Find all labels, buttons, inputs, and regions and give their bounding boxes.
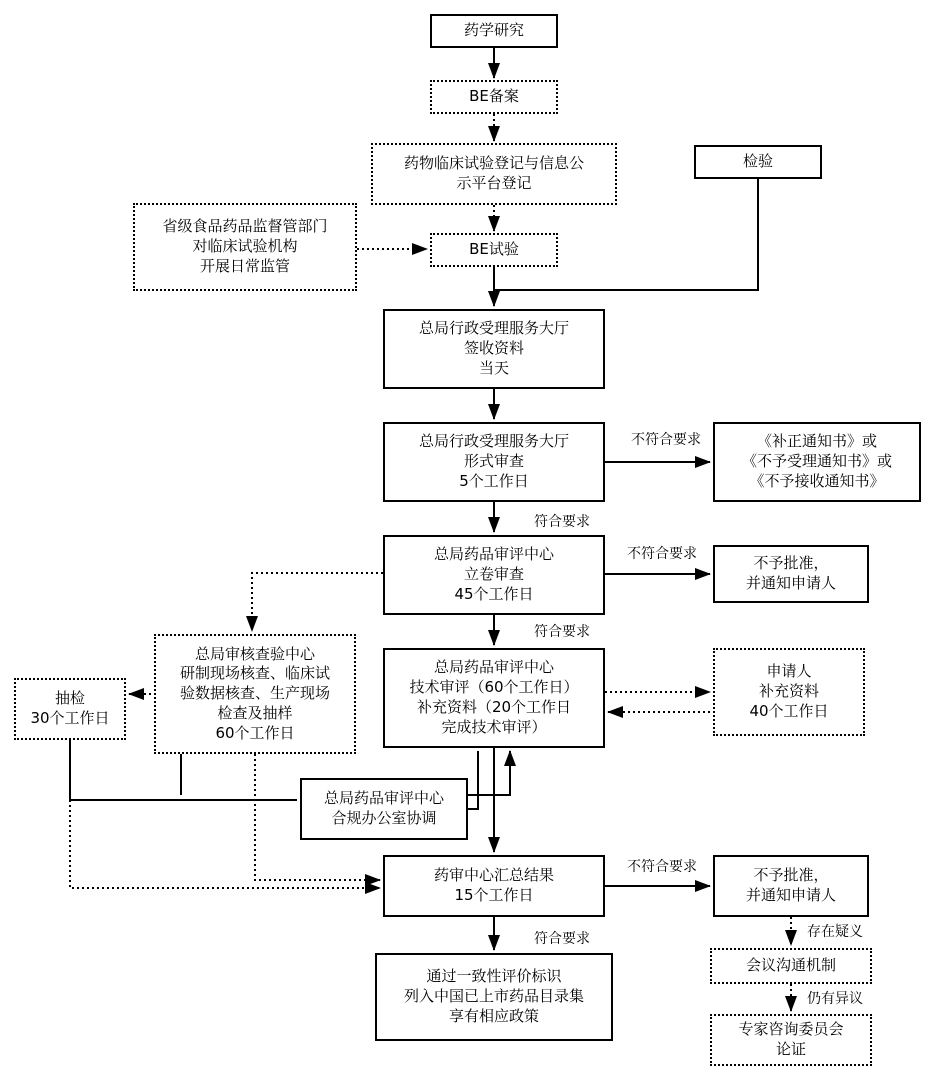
node-compliance-office xyxy=(300,778,468,840)
node-disapprove-2 xyxy=(713,855,869,917)
node-receive-materials-line: 签收资料 xyxy=(463,339,524,358)
edge-label-not-conform-2: 不符合要求 xyxy=(627,546,697,562)
node-onsite-inspection xyxy=(154,634,356,754)
node-applicant-supplement-line: 40个工作日 xyxy=(749,701,829,720)
edge-label-not-conform-3: 不符合要求 xyxy=(627,859,697,875)
node-pass-consistency-line: 列入中国已上市药品目录集 xyxy=(403,987,584,1006)
node-expert-committee xyxy=(710,1014,872,1066)
node-volume-review-line: 45个工作日 xyxy=(454,584,534,603)
edge-label-conform-3: 符合要求 xyxy=(534,931,590,947)
node-pharmaceutical-research-line: 药学研究 xyxy=(463,21,524,40)
node-disapprove-2-line: 并通知申请人 xyxy=(745,886,836,904)
node-random-inspection-line: 30个工作日 xyxy=(30,709,110,727)
node-technical-review-line: 补充资料（20个工作日 xyxy=(416,698,572,716)
node-onsite-inspection-line: 验数据核查、生产现场 xyxy=(179,684,330,703)
node-be-filing-line: BE备案 xyxy=(469,87,519,106)
node-technical-review-line: 总局药品审评中心 xyxy=(433,658,554,677)
node-pass-consistency-line: 享有相应政策 xyxy=(448,1006,539,1025)
node-provincial-supervision-line: 省级食品药品监督管部门 xyxy=(162,217,328,236)
node-technical-review xyxy=(383,648,605,748)
node-provincial-supervision xyxy=(133,203,357,291)
node-provincial-supervision-line: 开展日常监管 xyxy=(199,256,290,275)
node-notices-line: 《补正通知书》或 xyxy=(756,432,877,451)
node-receive-materials xyxy=(383,309,605,389)
node-onsite-inspection-line: 总局审核查验中心 xyxy=(194,644,315,663)
node-trial-registration-platform-line: 示平台登记 xyxy=(456,174,532,192)
node-onsite-inspection-line: 检查及抽样 xyxy=(217,703,293,722)
node-volume-review xyxy=(383,535,605,615)
edge-label-still-objection: 仍有异议 xyxy=(807,991,863,1007)
node-trial-registration-platform xyxy=(371,143,617,205)
node-pass-consistency xyxy=(375,953,613,1041)
node-disapprove-1 xyxy=(713,545,869,603)
node-disapprove-1-line: 不予批准， xyxy=(753,554,829,573)
node-be-trial xyxy=(430,233,558,267)
node-technical-review-line: 技术审评（60个工作日） xyxy=(409,678,579,697)
node-onsite-inspection-line: 60个工作日 xyxy=(215,723,295,742)
node-meeting-mechanism xyxy=(710,948,872,984)
node-provincial-supervision-line: 对临床试验机构 xyxy=(192,237,298,256)
node-inspection xyxy=(694,145,822,179)
node-summary-result xyxy=(383,855,605,917)
node-volume-review-line: 立卷审查 xyxy=(463,565,524,584)
node-compliance-office-line: 合规办公室协调 xyxy=(331,809,437,827)
node-expert-committee-line: 论证 xyxy=(775,1040,806,1058)
node-compliance-office-line: 总局药品审评中心 xyxy=(323,789,444,808)
edge-label-not-conform-1: 不符合要求 xyxy=(631,432,701,448)
node-notices-line: 《不予受理通知书》或 xyxy=(741,452,892,471)
node-receive-materials-line: 总局行政受理服务大厅 xyxy=(418,319,569,338)
node-receive-materials-line: 当天 xyxy=(478,358,509,377)
node-be-filing xyxy=(430,80,558,114)
node-pharmaceutical-research xyxy=(430,14,558,48)
edge-label-conform-2: 符合要求 xyxy=(534,624,590,640)
node-formal-review-line: 5个工作日 xyxy=(459,471,529,490)
node-random-inspection-line: 抽检 xyxy=(54,689,85,708)
node-notices xyxy=(713,422,921,502)
node-applicant-supplement xyxy=(713,648,865,736)
node-formal-review-line: 形式审查 xyxy=(463,452,524,471)
node-applicant-supplement-line: 申请人 xyxy=(766,662,812,681)
node-summary-result-line: 药审中心汇总结果 xyxy=(433,866,554,885)
node-be-trial-line: BE试验 xyxy=(469,240,519,259)
node-inspection-line: 检验 xyxy=(742,152,773,171)
node-random-inspection xyxy=(14,678,126,740)
node-formal-review xyxy=(383,422,605,502)
node-onsite-inspection-line: 研制现场核查、临床试 xyxy=(179,664,330,683)
node-pass-consistency-line: 通过一致性评价标识 xyxy=(426,967,562,986)
node-applicant-supplement-line: 补充资料 xyxy=(758,682,819,701)
node-volume-review-line: 总局药品审评中心 xyxy=(433,545,554,564)
node-expert-committee-line: 专家咨询委员会 xyxy=(738,1020,844,1039)
node-summary-result-line: 15个工作日 xyxy=(454,886,534,904)
node-disapprove-1-line: 并通知申请人 xyxy=(745,574,836,592)
node-disapprove-2-line: 不予批准， xyxy=(753,866,829,885)
node-meeting-mechanism-line: 会议沟通机制 xyxy=(745,956,836,975)
node-technical-review-line: 完成技术审评） xyxy=(441,717,547,736)
node-trial-registration-platform-line: 药物临床试验登记与信息公 xyxy=(403,154,584,173)
node-formal-review-line: 总局行政受理服务大厅 xyxy=(418,432,569,451)
edge-label-conform-1: 符合要求 xyxy=(534,514,590,530)
node-notices-line: 《不予接收通知书》 xyxy=(749,471,885,490)
edge-label-has-doubt: 存在疑义 xyxy=(807,924,863,940)
